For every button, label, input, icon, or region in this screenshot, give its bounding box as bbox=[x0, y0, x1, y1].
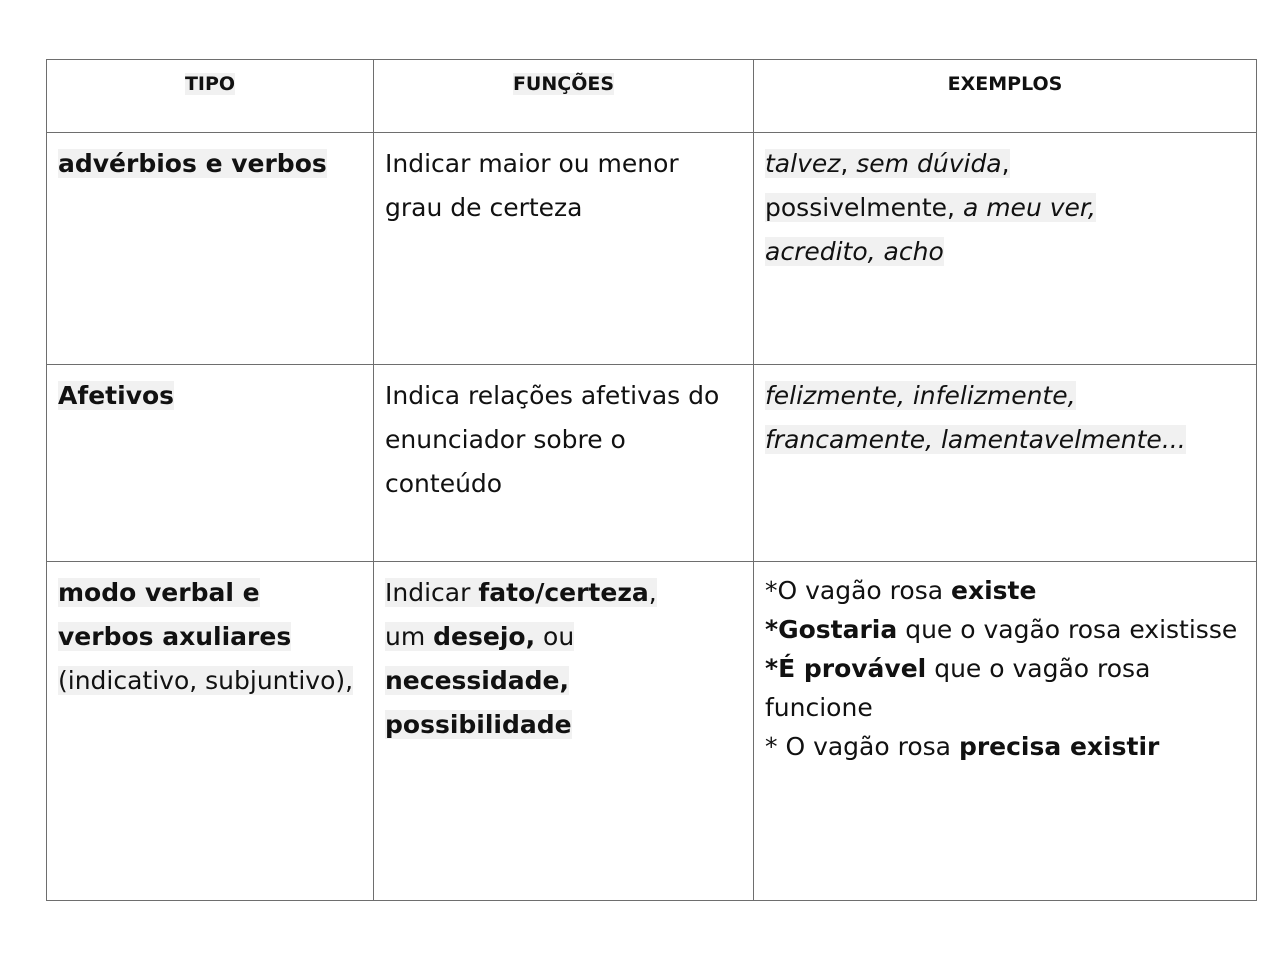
tipo-text: advérbios e verbos bbox=[58, 149, 327, 178]
modalizers-table bbox=[46, 59, 1257, 901]
table-row bbox=[47, 133, 1257, 365]
cell-exemplos bbox=[754, 133, 1257, 365]
funcoes-text: Indica relações afetivas do enunciador sobre o conteúdo bbox=[385, 381, 720, 498]
table-header-row bbox=[47, 60, 1257, 133]
cell-tipo bbox=[47, 365, 374, 562]
header-exemplos: EXEMPLOS bbox=[754, 60, 1257, 133]
funcoes-text: Indicar fato/certeza, um desejo, ou necessidade, possibilidade bbox=[385, 578, 657, 739]
example-line: *Gostaria que o vagão rosa existisse bbox=[765, 615, 1238, 644]
exemplos-text: felizmente, infelizmente, francamente, lamentavelmente... bbox=[765, 381, 1186, 454]
cell-exemplos bbox=[754, 562, 1257, 901]
cell-funcoes bbox=[374, 562, 754, 901]
tipo-text: Afetivos bbox=[58, 381, 175, 410]
example-line: *O vagão rosa existe bbox=[765, 576, 1037, 605]
header-tipo: TIPO bbox=[47, 60, 374, 133]
cell-exemplos bbox=[754, 365, 1257, 562]
funcoes-text: Indicar maior ou menor grau de certeza bbox=[385, 149, 679, 222]
example-line: *É provável que o vagão rosa funcione bbox=[765, 654, 1151, 722]
table-row bbox=[47, 562, 1257, 901]
cell-funcoes bbox=[374, 365, 754, 562]
cell-funcoes bbox=[374, 133, 754, 365]
header-funcoes: FUNÇÕES bbox=[374, 60, 754, 133]
cell-tipo bbox=[47, 562, 374, 901]
table-row bbox=[47, 365, 1257, 562]
example-line: * O vagão rosa precisa existir bbox=[765, 732, 1160, 761]
tipo-text: modo verbal e verbos axuliares (indicativo, subjuntivo), bbox=[58, 578, 354, 695]
exemplos-text: talvez, sem dúvida, possivelmente, a meu ver, acredito, acho bbox=[765, 149, 1096, 266]
cell-tipo bbox=[47, 133, 374, 365]
